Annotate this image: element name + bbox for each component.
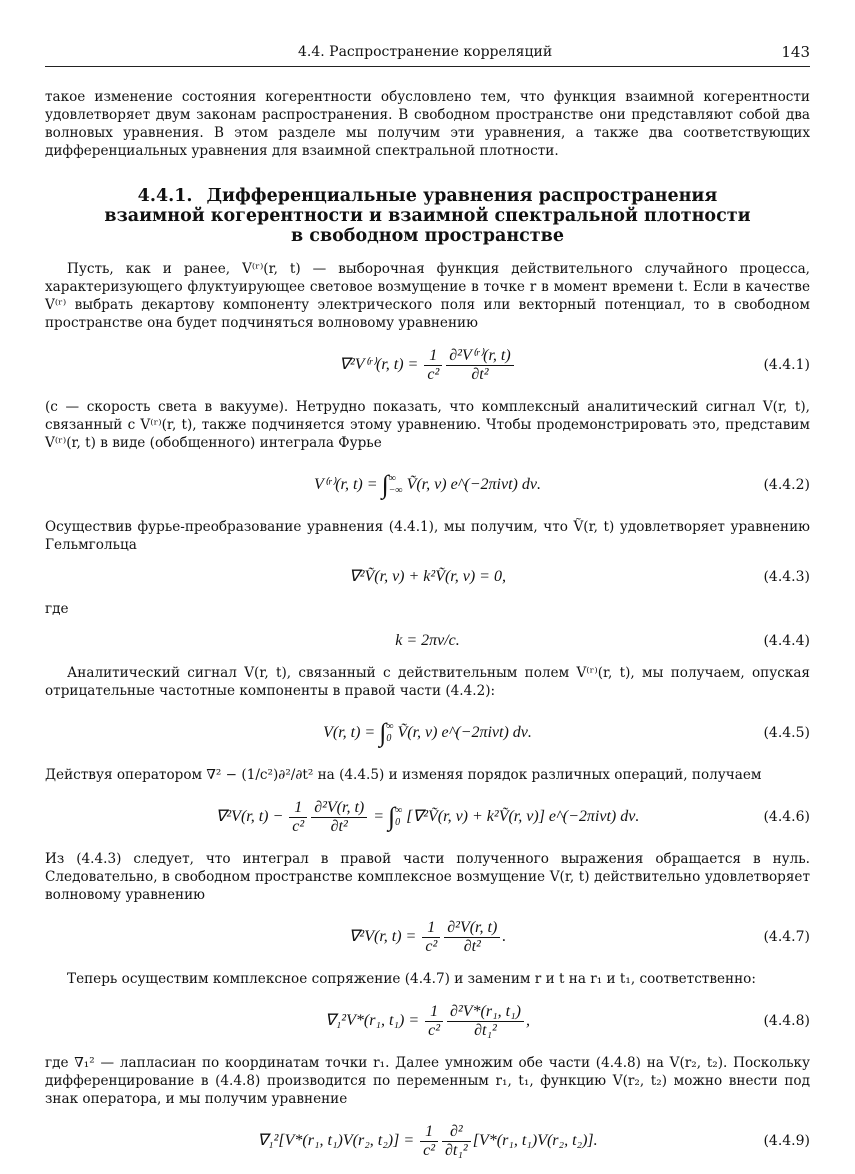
paragraph-7: Из (4.4.3) следует, что интеграл в правой части полученного выражения обращается в нуль. Следовательно, в свободном пространстве комплексное возмущение V(r, t) действительно удовлетворяет волновому уравнению <box>45 851 810 903</box>
intro-paragraph: такое изменение состояния когерентности обусловлено тем, что функция взаимной когерентности удовлетворяет двум законам распространения. В свободном пространстве они представляют собой два волновых уравнения. В этом разделе мы получим эти уравнения, а также два соответствующих дифференциальных уравнения для взаимной спектральной плотности. <box>45 89 810 159</box>
equation-number: (4.4.7) <box>763 929 810 945</box>
paragraph-4: где <box>45 601 69 617</box>
equation-number: (4.4.2) <box>763 477 810 493</box>
section-heading <box>45 186 810 246</box>
fraction: $\frac{1}{\text{c²}}$ <box>424 347 442 384</box>
equation-4-4-8: ∇₁²V*(r₁, t₁) = $\frac{1}{\text{c²}}$ $\frac{\text{∂²V*(r₁, t₁)}}{\text{∂t₁²}}$ , (4.4.8) <box>45 998 810 1044</box>
equation-4-4-2: V⁽ʳ⁾(r, t) = ∫ ∞ −∞ Ṽ(r, ν) e^(−2πiνt) dν. (4.4.2) <box>45 462 810 508</box>
section-running-title: 4.4. Распространение корреляций <box>298 44 553 60</box>
section-number: 4.4.1. <box>137 186 193 206</box>
equation-4-4-1: ∇²V⁽ʳ⁾(r, t) = $\frac{1}{\text{c²}}$ $\frac{\text{∂²V⁽ʳ⁾(r, t)}}{\text{∂t²}}$ (4.4.1) <box>45 342 810 388</box>
section-title-line3: в свободном пространстве <box>291 226 564 246</box>
equation-number: (4.4.5) <box>763 725 810 741</box>
equation-number: (4.4.4) <box>763 633 810 649</box>
equation-4-4-3: ∇²Ṽ(r, ν) + k²Ṽ(r, ν) = 0, (4.4.3) <box>45 560 810 594</box>
fraction: $\frac{\text{∂²V(r, t)}}{\text{∂t²}}$ <box>311 799 367 836</box>
fraction: $\frac{1}{\text{c²}}$ <box>289 799 307 836</box>
equation-number: (4.4.8) <box>763 1013 810 1029</box>
equation-number: (4.4.3) <box>763 569 810 585</box>
equation-4-4-4: k = 2πν/c. (4.4.4) <box>45 624 810 658</box>
fraction: $\frac{\text{∂²V*(r₁, t₁)}}{\text{∂t₁²}}$ <box>447 1003 524 1040</box>
fraction: $\frac{\text{∂²V(r, t)}}{\text{∂t²}}$ <box>444 919 500 956</box>
paragraph-6: Действуя оператором ∇² − (1/c²)∂²/∂t² на (4.4.5) и изменяя порядок различных операций, получаем <box>45 767 762 783</box>
fraction: $\frac{1}{\text{c²}}$ <box>425 1003 443 1040</box>
fraction: $\frac{\text{∂²}}{\text{∂t₁²}}$ <box>442 1123 471 1160</box>
page-number: 143 <box>781 43 810 61</box>
paragraph-1: Пусть, как и ранее, V⁽ʳ⁾(r, t) — выборочная функция действительного случайного процесса, характеризующего флуктуирующее световое возмущение в точке r в момент времени t. Если в качестве V⁽ʳ⁾ выбрать декартову компоненту электрического поля или векторный потенциал, то в свободном пространстве она будет подчиняться волновому уравнению <box>45 261 810 331</box>
fraction: $\frac{1}{\text{c²}}$ <box>420 1123 438 1160</box>
paragraph-2: (c — скорость света в вакууме). Нетрудно показать, что комплексный аналитический сигнал V(r, t), связанный с V⁽ʳ⁾(r, t), также подчиняется этому уравнению. Чтобы продемонстрировать это, представим V⁽ʳ⁾(r, t) в виде (обобщенного) интеграла Фурье <box>45 399 810 451</box>
integral-sign-icon: ∫ <box>388 802 396 831</box>
section-title-line1: Дифференциальные уравнения распространения <box>206 186 718 206</box>
equation-4-4-5: V(r, t) = ∫ ∞ 0 Ṽ(r, ν) e^(−2πiνt) dν. (4.4.5) <box>45 710 810 756</box>
equation-4-4-6: ∇²V(r, t) − $\frac{1}{\text{c²}}$ $\frac{\text{∂²V(r, t)}}{\text{∂t²}}$ = ∫ ∞ 0 [∇²Ṽ(r, ν) + k²Ṽ(r, ν)] e^(−2πiνt) dν. (4.4.6) <box>45 794 810 840</box>
integral-sign-icon: ∫ <box>381 470 389 499</box>
fraction: $\frac{1}{\text{c²}}$ <box>422 919 440 956</box>
running-header <box>45 40 810 67</box>
section-title-line2: взаимной когерентности и взаимной спектральной плотности <box>104 206 751 226</box>
paragraph-5: Аналитический сигнал V(r, t), связанный с действительным полем V⁽ʳ⁾(r, t), мы получаем, опуская отрицательные частотные компоненты в правой части (4.4.2): <box>45 665 810 699</box>
equation-4-4-7: ∇²V(r, t) = $\frac{1}{\text{c²}}$ $\frac{\text{∂²V(r, t)}}{\text{∂t²}}$ . (4.4.7) <box>45 914 810 960</box>
equation-number: (4.4.9) <box>763 1133 810 1149</box>
paragraph-8: Теперь осуществим комплексное сопряжение (4.4.7) и заменим r и t на r₁ и t₁, соответственно: <box>67 971 756 987</box>
fraction: $\frac{\text{∂²V⁽ʳ⁾(r, t)}}{\text{∂t²}}$ <box>446 347 513 384</box>
equation-number: (4.4.6) <box>763 809 810 825</box>
page-body <box>45 88 810 1174</box>
paragraph-3: Осуществив фурье-преобразование уравнения (4.4.1), мы получим, что Ṽ(r, t) удовлетворяет уравнению Гельмгольца <box>45 519 810 553</box>
equation-4-4-9: ∇₁²[V*(r₁, t₁)V(r₂, t₂)] = $\frac{1}{\text{c²}}$ $\frac{\text{∂²}}{\text{∂t₁²}}$ [V*(r₁, t₁)V(r₂, t₂)]. (4.4.9) <box>45 1118 810 1164</box>
equation-number: (4.4.1) <box>763 357 810 373</box>
integral-sign-icon: ∫ <box>379 718 387 747</box>
paragraph-9: где ∇₁² — лапласиан по координатам точки r₁. Далее умножим обе части (4.4.8) на V(r₂, t₂). Поскольку дифференцирование в (4.4.8) производится по переменным r₁, t₁, функцию V(r₂, t₂) можно внести под знак оператора, и мы получим уравнение <box>45 1055 810 1107</box>
